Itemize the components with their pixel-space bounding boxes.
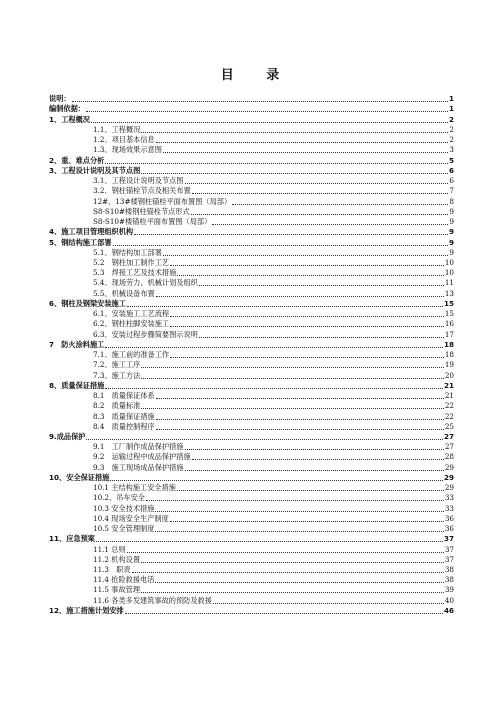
toc-entry-label: 5.4、现场劳力、机械计划及组织 [93, 278, 198, 288]
dot-leader [96, 541, 443, 542]
dot-leader [91, 122, 448, 123]
toc-entry-label: 8.3 质量保证措施 [93, 411, 155, 421]
toc-entry-label: 5.2 钢柱加工制作工艺 [93, 257, 170, 267]
toc-subsection-entry[interactable] [49, 258, 454, 268]
toc-entry-page-number: 10 [444, 268, 454, 278]
toc-entry-label: 5、钢结构施工部署 [49, 237, 112, 247]
dot-leader [127, 306, 443, 307]
dot-leader [170, 521, 444, 522]
toc-entry-label: S8-S10#楼钢柱锚栓节点形式 [93, 206, 190, 216]
toc-subsection-entry[interactable] [49, 462, 454, 472]
toc-entry-label: 8.4 质量控制程序 [93, 421, 155, 431]
dot-leader [155, 531, 443, 532]
toc-subsection-entry[interactable] [49, 442, 454, 452]
toc-subsection-entry[interactable] [49, 176, 454, 186]
table-of-contents [49, 94, 454, 616]
toc-entry-page-number: 29 [444, 483, 454, 493]
dot-leader [105, 388, 443, 389]
toc-entry-page-number: 1 [448, 104, 454, 114]
toc-entry-page-number: 18 [444, 350, 454, 360]
toc-entry-page-number: 3 [449, 145, 454, 155]
toc-entry-label: 12、施工措施计划安排 [49, 605, 124, 615]
toc-entry-page-number: 13 [444, 288, 454, 298]
toc-section-entry[interactable] [49, 299, 454, 309]
toc-subsection-entry[interactable] [49, 370, 454, 380]
toc-subsection-entry[interactable] [49, 544, 454, 554]
toc-entry-label: 说明： [49, 94, 71, 104]
toc-section-entry[interactable] [49, 104, 454, 114]
dot-leader [232, 204, 448, 205]
toc-section-entry[interactable] [49, 155, 454, 165]
dot-leader [155, 582, 443, 583]
toc-entry-page-number: 40 [444, 595, 454, 605]
toc-subsection-entry[interactable] [49, 483, 454, 493]
toc-entry-page-number: 37 [443, 534, 454, 544]
toc-entry-label: 11、应急预案 [49, 534, 95, 544]
toc-entry-label: 3、工程设计说明及其节点图 [49, 165, 141, 175]
dot-leader [177, 490, 444, 491]
toc-subsection-entry[interactable] [49, 422, 454, 432]
dot-leader [113, 245, 448, 246]
toc-entry-page-number: 33 [444, 503, 454, 513]
toc-entry-label: 10.1 主结构施工安全措施 [93, 483, 176, 493]
toc-section-entry[interactable] [49, 473, 454, 483]
toc-subsection-entry[interactable] [49, 145, 454, 155]
toc-entry-page-number: 21 [444, 391, 454, 401]
toc-subsection-entry[interactable] [49, 575, 454, 585]
toc-entry-page-number: 20 [444, 370, 454, 380]
toc-entry-page-number: 37 [444, 544, 454, 554]
toc-entry-page-number: 2 [449, 124, 454, 134]
toc-entry-page-number: 22 [444, 401, 454, 411]
dot-leader [192, 193, 449, 194]
toc-entry-page-number: 9 [448, 227, 454, 237]
toc-entry-label: 1、工程概况 [49, 114, 90, 124]
toc-entry-page-number: 7 [449, 186, 454, 196]
toc-subsection-entry[interactable] [49, 196, 454, 206]
toc-entry-page-number: 22 [444, 411, 454, 421]
toc-entry-label: 11.5 事故管理 [93, 585, 141, 595]
dot-leader [156, 142, 449, 143]
toc-subsection-entry[interactable] [49, 319, 454, 329]
toc-entry-page-number: 16 [444, 319, 454, 329]
toc-entry-label: 8.2 质量标准 [93, 401, 141, 411]
toc-entry-page-number: 38 [444, 565, 454, 575]
toc-subsection-entry[interactable] [49, 411, 454, 421]
toc-entry-label: 9.1 工厂制作成品保护措施 [93, 442, 184, 452]
dot-leader [125, 613, 443, 614]
toc-entry-page-number: 36 [444, 524, 454, 534]
dot-leader [146, 500, 444, 501]
dot-leader [132, 572, 444, 573]
toc-subsection-entry[interactable] [49, 514, 454, 524]
toc-subsection-entry[interactable] [49, 268, 454, 278]
toc-entry-page-number: 21 [443, 380, 454, 390]
toc-section-entry[interactable] [49, 381, 454, 391]
toc-subsection-entry[interactable] [49, 278, 454, 288]
dot-leader [163, 152, 448, 153]
toc-entry-label: 10.4 现场安全生产制度 [93, 513, 169, 523]
toc-section-entry[interactable] [49, 534, 454, 544]
dot-leader [72, 101, 448, 102]
toc-subsection-entry[interactable] [49, 360, 454, 370]
dot-leader [170, 326, 444, 327]
dot-leader [177, 275, 444, 276]
toc-entry-label: S8-S10#楼锚栓平面布置图（局部） [93, 217, 212, 227]
dot-leader [199, 285, 444, 286]
toc-entry-label: 7.1、施工前的准备工作 [93, 350, 170, 360]
dot-leader [86, 111, 448, 112]
toc-entry-page-number: 19 [444, 360, 454, 370]
dot-leader [170, 265, 444, 266]
dot-leader [156, 398, 444, 399]
toc-entry-page-number: 46 [443, 605, 454, 615]
dot-leader [156, 429, 444, 430]
toc-subsection-entry[interactable] [49, 248, 454, 258]
toc-entry-page-number: 28 [444, 452, 454, 462]
toc-entry-label: 编制依据： [49, 104, 85, 114]
toc-subsection-entry[interactable] [49, 207, 454, 217]
toc-entry-label: 9.成品保护 [49, 431, 86, 441]
dot-leader [192, 459, 444, 460]
toc-entry-page-number: 6 [449, 176, 454, 186]
toc-entry-label: 5.1、钢结构加工部署 [93, 247, 162, 257]
toc-entry-page-number: 9 [448, 237, 454, 247]
dot-leader [185, 470, 444, 471]
toc-entry-page-number: 39 [444, 585, 454, 595]
toc-entry-label: 5.3 焊接工艺及技术措施 [93, 268, 177, 278]
toc-entry-label: 5.5、机械设备布置 [93, 288, 155, 298]
toc-entry-page-number: 29 [443, 472, 454, 482]
dot-leader [141, 132, 448, 133]
toc-subsection-entry[interactable] [49, 555, 454, 565]
dot-leader [127, 552, 444, 553]
toc-section-entry[interactable] [49, 606, 454, 616]
toc-entry-label: 10.5 安全管理制度 [93, 524, 155, 534]
toc-entry-label: 7 防火涂料施工 [49, 339, 105, 349]
dot-leader [141, 562, 444, 563]
toc-entry-page-number: 33 [444, 493, 454, 503]
dot-leader [141, 378, 443, 379]
toc-section-entry[interactable] [49, 237, 454, 247]
toc-subsection-entry[interactable] [49, 595, 454, 605]
toc-entry-page-number: 9 [449, 206, 454, 216]
dot-leader [134, 234, 448, 235]
toc-subsection-entry[interactable] [49, 217, 454, 227]
dot-leader [86, 439, 443, 440]
toc-entry-label: 10.2、吊车安全 [93, 493, 145, 503]
dot-leader [199, 337, 444, 338]
toc-entry-page-number: 27 [443, 431, 454, 441]
dot-leader [156, 296, 444, 297]
toc-entry-label: 8.1 质量保证体系 [93, 391, 155, 401]
toc-section-entry[interactable] [49, 227, 454, 237]
dot-leader [170, 357, 444, 358]
toc-subsection-entry[interactable] [49, 503, 454, 513]
toc-entry-page-number: 10 [444, 257, 454, 267]
toc-entry-label: 6、钢柱及钢梁安装施工 [49, 298, 126, 308]
toc-entry-page-number: 15 [444, 309, 454, 319]
toc-entry-page-number: 8 [449, 196, 454, 206]
toc-entry-page-number: 27 [444, 442, 454, 452]
toc-entry-label: 8、质量保证措施 [49, 380, 105, 390]
toc-entry-page-number: 2 [448, 114, 454, 124]
toc-subsection-entry[interactable] [49, 288, 454, 298]
toc-title: 目 录 [220, 68, 294, 83]
toc-entry-label: 12#、13#楼钢柱锚栓平面布置图（局部） [93, 196, 232, 206]
toc-section-entry[interactable] [49, 94, 454, 104]
dot-leader [141, 408, 443, 409]
toc-entry-page-number: 25 [444, 421, 454, 431]
toc-entry-page-number: 38 [444, 575, 454, 585]
toc-entry-label: 6.3、安装过程步骤简要图示说明 [93, 329, 198, 339]
toc-subsection-entry[interactable] [49, 524, 454, 534]
dot-leader [170, 316, 444, 317]
dot-leader [163, 255, 448, 256]
toc-entry-label: 6.1、安装施工工艺流程 [93, 309, 170, 319]
dot-leader [105, 347, 443, 348]
toc-entry-page-number: 5 [448, 155, 454, 165]
toc-subsection-entry[interactable] [49, 585, 454, 595]
toc-entry-label: 11.1 总则 [93, 544, 126, 554]
toc-subsection-entry[interactable] [49, 565, 454, 575]
toc-entry-page-number: 2 [449, 135, 454, 145]
toc-section-entry[interactable] [49, 166, 454, 176]
toc-entry-label: 4、施工项目管理组织机构 [49, 227, 134, 237]
toc-subsection-entry[interactable] [49, 135, 454, 145]
toc-subsection-entry[interactable] [49, 391, 454, 401]
toc-entry-label: 11.2 机构设置 [93, 554, 141, 564]
toc-subsection-entry[interactable] [49, 350, 454, 360]
dot-leader [185, 449, 444, 450]
toc-entry-page-number: 9 [449, 217, 454, 227]
toc-entry-label: 3.1、工程设计说明及节点图 [93, 176, 184, 186]
toc-entry-page-number: 36 [444, 513, 454, 523]
toc-entry-page-number: 18 [443, 339, 454, 349]
toc-subsection-entry[interactable] [49, 186, 454, 196]
toc-subsection-entry[interactable] [49, 309, 454, 319]
toc-subsection-entry[interactable] [49, 329, 454, 339]
dot-leader [141, 367, 443, 368]
toc-entry-label: 10.3 安全技术措施 [93, 503, 155, 513]
toc-entry-label: 3.2、钢柱锚栓节点及相关布置 [93, 186, 191, 196]
toc-entry-label: 1.2、项目基本信息 [93, 135, 155, 145]
toc-entry-label: 7.3、施工方法 [93, 370, 141, 380]
dot-leader [185, 183, 449, 184]
toc-entry-label: 2、重、难点分析 [49, 155, 105, 165]
toc-entry-label: 9.3 施工现场成品保护措施 [93, 462, 184, 472]
toc-section-entry[interactable] [49, 432, 454, 442]
dot-leader [191, 214, 449, 215]
dot-leader [105, 163, 448, 164]
toc-section-entry[interactable] [49, 114, 454, 124]
toc-entry-label: 11.4 抢险救援电话 [93, 575, 155, 585]
dot-leader [155, 511, 443, 512]
dot-leader [141, 592, 444, 593]
toc-entry-page-number: 17 [444, 329, 454, 339]
toc-subsection-entry[interactable] [49, 452, 454, 462]
toc-entry-page-number: 37 [444, 554, 454, 564]
toc-subsection-entry[interactable] [49, 401, 454, 411]
toc-subsection-entry[interactable] [49, 125, 454, 135]
dot-leader [156, 419, 444, 420]
toc-entry-label: 11.6 各类多发建筑事故的预防及救援 [93, 595, 212, 605]
toc-subsection-entry[interactable] [49, 493, 454, 503]
dot-leader [212, 224, 448, 225]
toc-entry-label: 7.2、施工工序 [93, 360, 141, 370]
toc-entry-label: 1.1、工程概况 [93, 124, 141, 134]
toc-entry-page-number: 15 [443, 298, 454, 308]
toc-entry-label: 11.3 职责 [93, 565, 131, 575]
toc-entry-page-number: 29 [444, 462, 454, 472]
toc-entry-label: 1.3、现场效果示意图 [93, 145, 162, 155]
dot-leader [110, 480, 443, 481]
toc-entry-page-number: 9 [449, 247, 454, 257]
toc-entry-label: 9.2 运输过程中成品保护措施 [93, 452, 191, 462]
dot-leader [213, 603, 444, 604]
toc-entry-label: 6.2、钢柱柱脚安装施工 [93, 319, 170, 329]
toc-entry-label: 10、安全保证措施 [49, 472, 110, 482]
dot-leader [141, 173, 448, 174]
toc-entry-page-number: 6 [448, 165, 454, 175]
toc-section-entry[interactable] [49, 340, 454, 350]
toc-entry-page-number: 1 [448, 94, 454, 104]
toc-entry-page-number: 11 [444, 278, 454, 288]
